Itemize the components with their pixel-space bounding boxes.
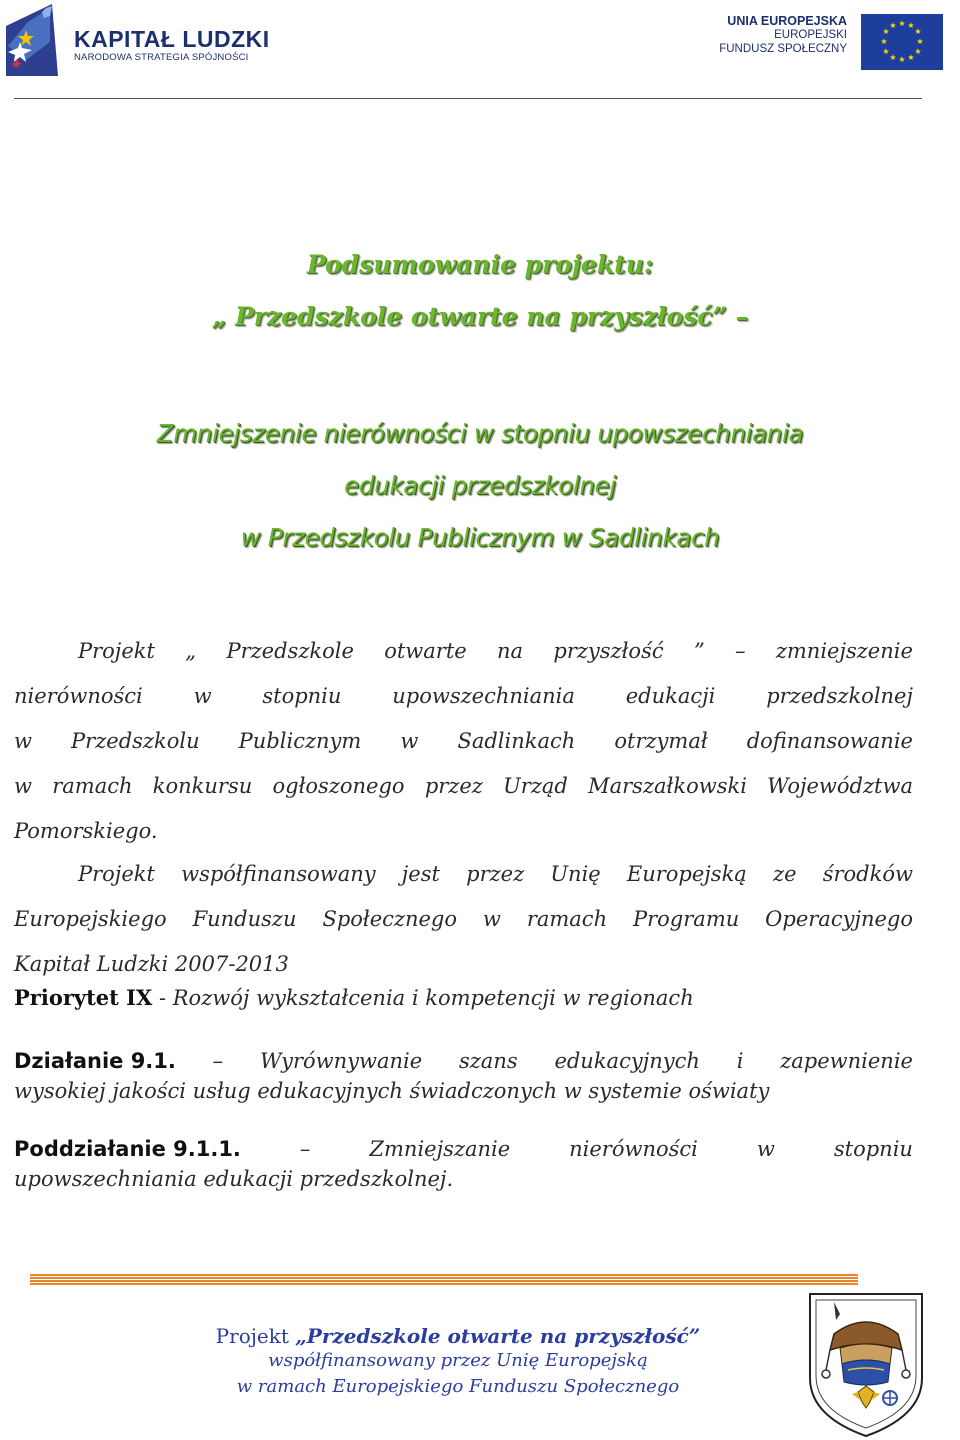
paragraph-word: w [193,683,212,708]
paragraph-word: upowszechniania [392,683,575,708]
paragraph-word: jest [401,861,440,886]
kapital-ludzki-logo [6,2,270,78]
eu-logo-line1: UNIA EUROPEJSKA [727,14,847,28]
paragraph-word: Projekt [78,861,155,886]
paragraph-word: w [14,773,32,798]
measure-word: i [736,1049,744,1073]
svg-text:★: ★ [907,21,915,30]
paragraph-word: Europejskiego [14,906,167,931]
coat-of-arms-icon [806,1290,926,1438]
paragraph-word: Unię [550,861,601,886]
measure-label: Działanie 9.1. [14,1049,176,1073]
kapital-ludzki-subtitle: NARODOWA STRATEGIA SPÓJNOŚCI [74,52,249,63]
submeasure-line1 [14,1134,913,1165]
eu-flag-icon [861,14,943,70]
paragraph-word: edukacji [625,683,716,708]
paragraph-word: Sadlinkach [457,728,576,753]
measure-word: zapewnienie [780,1049,913,1073]
priority-line [14,985,694,1010]
measure-word: – [212,1049,224,1073]
svg-text:★: ★ [882,47,890,56]
kapital-ludzki-emblem-icon [6,2,64,76]
paragraph-funding-info [14,628,913,853]
paragraph-word: w [482,906,501,931]
svg-text:★: ★ [907,53,915,62]
kapital-ludzki-title: KAPITAŁ LUDZKI [74,26,270,52]
measure-word: edukacyjnych [554,1049,700,1073]
paragraph-word: konkursu [152,773,253,798]
paragraph-word: zmniejszenie [775,638,913,663]
svg-text:★: ★ [898,55,906,64]
footer-divider [30,1274,858,1285]
paragraph-word: przedszkolnej [766,683,913,708]
paragraph-word: Funduszu [192,906,297,931]
footer-cofinanced-line: współfinansowany przez Unię Europejską [268,1350,648,1371]
paragraph-word: „ [185,638,197,663]
priority-text: - Rozwój wykształcenia i kompetencji w regionach [152,986,694,1010]
summary-heading: Podsumowanie projektu: [306,250,654,279]
submeasure-block [14,1134,913,1194]
paragraph-word: dofinansowanie [746,728,913,753]
measure-word: Wyrównywanie [259,1049,423,1073]
paragraph-word: ” [693,638,705,663]
paragraph-word: ramach [526,906,608,931]
paragraph-word: ze [773,861,797,886]
paragraph-word: przez [424,773,483,798]
svg-text:★: ★ [889,21,897,30]
svg-text:★: ★ [889,53,897,62]
paragraph-line [14,896,913,941]
paragraph-line-last: Kapitał Ludzki 2007-2013 [14,951,289,976]
paragraph-word: Projekt [78,638,155,663]
footer-fund-line: w ramach Europejskiego Funduszu Społecznego [236,1376,680,1397]
paragraph-word: ramach [52,773,133,798]
paragraph-word: nierówności [14,683,143,708]
paragraph-word: środków [822,861,913,886]
paragraph-word: Marszałkowski [588,773,747,798]
paragraph-word: Społecznego [322,906,458,931]
submeasure-word: w [756,1137,775,1161]
svg-text:★: ★ [914,47,922,56]
svg-text:★: ★ [880,37,888,46]
paragraph-word: Programu [633,906,740,931]
svg-text:★: ★ [898,19,906,28]
paragraph-word: na [497,638,524,663]
eu-logo-text [719,14,847,56]
svg-text:★: ★ [916,37,924,46]
submeasure-word: – [299,1137,311,1161]
paragraph-cofinancing [14,851,913,986]
paragraph-word: przyszłość [553,638,664,663]
paragraph-line [14,628,913,673]
paragraph-word: Operacyjnego [765,906,913,931]
paragraph-word: Publicznym [238,728,362,753]
paragraph-word: przez [466,861,525,886]
paragraph-word: Urząd [503,773,568,798]
paragraph-word: stopniu [262,683,342,708]
svg-text:★: ★ [882,27,890,36]
paragraph-word: otwarte [384,638,467,663]
footer-project-name: „Przedszkole otwarte na przyszłość” [295,1324,701,1348]
paragraph-word: w [400,728,419,753]
paragraph-line [14,763,913,808]
eu-logo [719,14,943,72]
paragraph-word: otrzymał [614,728,708,753]
footer-project-line [0,1324,916,1348]
project-subtitle-line2: edukacji przedszkolnej [344,471,616,500]
paragraph-line-last: Pomorskiego. [14,818,158,843]
eu-logo-line2: EUROPEJSKI [774,29,847,41]
submeasure-line2: upowszechniania edukacji przedszkolnej. [14,1167,454,1191]
priority-label: Priorytet IX [14,985,153,1010]
measure-line1 [14,1046,913,1077]
footer-prefix: Projekt [215,1324,296,1348]
paragraph-word: Przedszkolu [71,728,200,753]
submeasure-word: Zmniejszanie [369,1137,511,1161]
measure-word: szans [458,1049,518,1073]
paragraph-word: Województwa [767,773,913,798]
project-subtitle-line1: Zmniejszenie nierówności w stopniu upowszechniania [156,419,804,448]
submeasure-word: stopniu [833,1137,913,1161]
svg-text:★: ★ [914,27,922,36]
paragraph-word: Przedszkole [226,638,354,663]
paragraph-word: współfinansowany [181,861,376,886]
submeasure-label: Poddziałanie 9.1.1. [14,1137,241,1161]
paragraph-line [14,718,913,763]
header-divider [14,98,922,99]
paragraph-line [14,851,913,896]
measure-block [14,1046,913,1106]
paragraph-word: ogłoszonego [272,773,405,798]
paragraph-word: Europejską [626,861,747,886]
measure-line2: wysokiej jakości usług edukacyjnych świadczonych w systemie oświaty [14,1079,770,1103]
submeasure-word: nierówności [569,1137,698,1161]
paragraph-word: w [14,728,32,753]
paragraph-line [14,673,913,718]
paragraph-word: – [735,638,746,663]
project-subtitle-line3: w Przedszkolu Publicznym w Sadlinkach [240,523,720,552]
eu-logo-line3: FUNDUSZ SPOŁECZNY [719,43,847,55]
project-name-heading: „ Przedszkole otwarte na przyszłość” – [211,302,749,331]
